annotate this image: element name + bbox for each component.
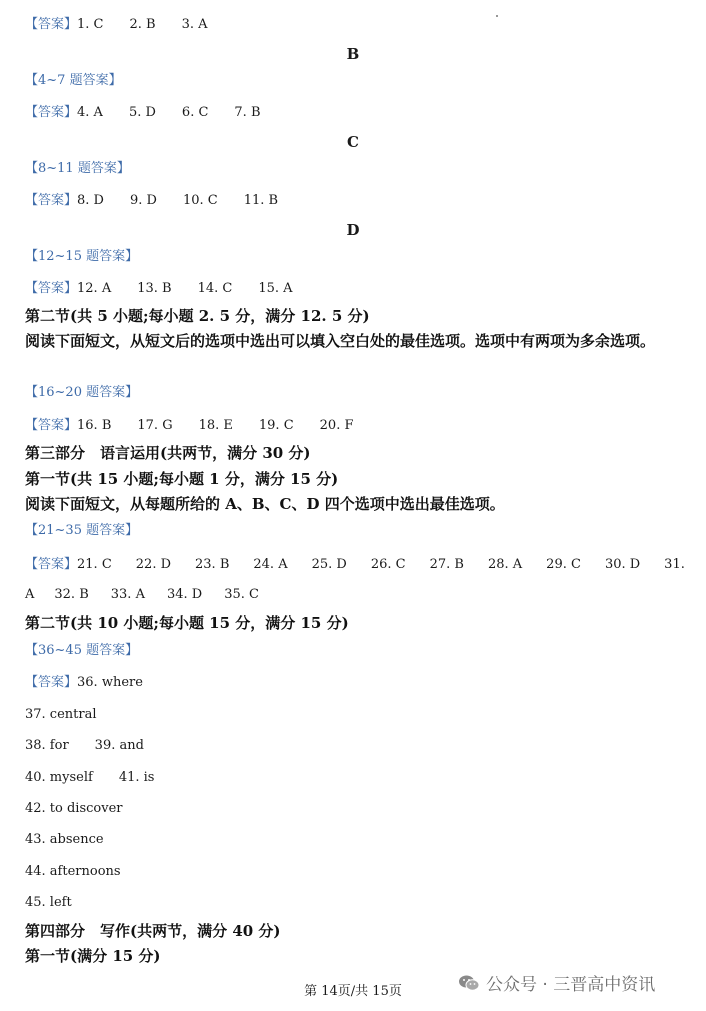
answer-tag: 【答案】 bbox=[25, 193, 78, 208]
answer-item: 17. G bbox=[137, 418, 173, 433]
answer-item: 3. A bbox=[181, 17, 208, 32]
answer-tag: 【答案】 bbox=[25, 17, 78, 32]
answer-tag: 【答案】 bbox=[25, 281, 78, 296]
answer-row-1-3 bbox=[25, 16, 208, 34]
answer-item: 33. A bbox=[110, 587, 145, 602]
answer-item: 41. is bbox=[118, 770, 155, 785]
answer-item: A bbox=[25, 587, 35, 602]
instruction-paragraph: 阅读下面短文，从每题所给的 A、B、C、D 四个选项中选出最佳选项。 bbox=[25, 495, 505, 513]
section-heading: 第一节(共 15 小题;每小题 1 分，满分 15 分) bbox=[25, 470, 339, 488]
answer-row-36 bbox=[25, 674, 143, 692]
section-heading: 第一节(满分 15 分) bbox=[25, 947, 161, 965]
answer-item: 25. D bbox=[311, 557, 347, 572]
section-letter-d: D bbox=[346, 221, 360, 239]
answer-item: 39. and bbox=[94, 738, 144, 753]
section-heading: 第二节(共 10 小题;每小题 15 分，满分 15 分) bbox=[25, 614, 349, 632]
answer-item: 24. A bbox=[253, 557, 288, 572]
answer-item: 31. bbox=[664, 557, 685, 572]
answer-item: 19. C bbox=[258, 418, 294, 433]
section-letter-c: C bbox=[347, 133, 359, 151]
answer-row-31-35 bbox=[25, 586, 259, 604]
wechat-icon bbox=[458, 974, 480, 992]
answer-item: 2. B bbox=[129, 17, 156, 32]
stray-dot bbox=[496, 15, 498, 17]
question-range-4-7: 【4~7 题答案】 bbox=[25, 73, 122, 88]
question-range-21-35: 【21~35 题答案】 bbox=[25, 523, 139, 538]
answer-item: 6. C bbox=[181, 105, 209, 120]
answer-item: 7. B bbox=[234, 105, 261, 120]
answer-item: 5. D bbox=[128, 105, 156, 120]
answer-row-16-20 bbox=[25, 417, 353, 435]
answer-item: 1. C bbox=[77, 17, 104, 32]
question-range-12-15: 【12~15 题答案】 bbox=[25, 249, 139, 264]
answer-item: 27. B bbox=[429, 557, 464, 572]
answer-item: 26. C bbox=[370, 557, 406, 572]
answer-item: 18. E bbox=[198, 418, 233, 433]
answer-item: 10. C bbox=[182, 193, 218, 208]
answer-tag: 【答案】 bbox=[25, 675, 78, 690]
answer-line bbox=[25, 769, 154, 787]
answer-item: 40. myself bbox=[25, 770, 93, 785]
section-heading: 第二节(共 5 小题;每小题 2. 5 分，满分 12. 5 分) bbox=[25, 307, 370, 325]
instruction-paragraph: 阅读下面短文，从短文后的选项中选出可以填入空白处的最佳选项。选项中有两项为多余选项。 bbox=[25, 332, 656, 350]
answer-line: 44. afternoons bbox=[25, 864, 121, 879]
answer-line: 37. central bbox=[25, 707, 97, 722]
answer-tag: 【答案】 bbox=[25, 557, 78, 572]
answer-tag: 【答案】 bbox=[25, 418, 78, 433]
answer-item: 38. for bbox=[25, 738, 69, 753]
question-range-36-45: 【36~45 题答案】 bbox=[25, 643, 139, 658]
answer-line: 42. to discover bbox=[25, 801, 123, 816]
answer-row-4-7 bbox=[25, 104, 261, 122]
answer-item: 23. B bbox=[195, 557, 230, 572]
answer-item: 4. A bbox=[77, 105, 103, 120]
answer-line: 43. absence bbox=[25, 832, 104, 847]
answer-row-21-31 bbox=[25, 556, 685, 574]
answer-item: 16. B bbox=[77, 418, 112, 433]
question-range-8-11: 【8~11 题答案】 bbox=[25, 161, 130, 176]
section-letter-b: B bbox=[346, 45, 360, 63]
watermark-text: 公众号 · 三晋高中资讯 bbox=[486, 975, 656, 995]
answer-item: 36. where bbox=[77, 675, 143, 690]
answer-item: 35. C bbox=[224, 587, 259, 602]
answer-row-12-15 bbox=[25, 280, 293, 298]
answer-item: 22. D bbox=[135, 557, 172, 572]
answer-item: 15. A bbox=[258, 281, 293, 296]
answer-line bbox=[25, 737, 144, 755]
page-footer: 第 14页/共 15页 bbox=[304, 984, 402, 999]
answer-item: 29. C bbox=[546, 557, 581, 572]
question-range-16-20: 【16~20 题答案】 bbox=[25, 385, 139, 400]
answer-item: 8. D bbox=[77, 193, 104, 208]
answer-item: 12. A bbox=[77, 281, 112, 296]
part-heading: 第三部分 语言运用(共两节，满分 30 分) bbox=[25, 444, 311, 462]
part-heading: 第四部分 写作(共两节，满分 40 分) bbox=[25, 922, 281, 940]
answer-item: 32. B bbox=[54, 587, 89, 602]
answer-item: 14. C bbox=[197, 281, 233, 296]
answer-item: 28. A bbox=[487, 557, 523, 572]
answer-item: 11. B bbox=[243, 193, 279, 208]
answer-item: 13. B bbox=[137, 281, 172, 296]
answer-item: 34. D bbox=[166, 587, 203, 602]
answer-line: 45. left bbox=[25, 895, 72, 910]
answer-item: 20. F bbox=[319, 418, 354, 433]
answer-item: 30. D bbox=[604, 557, 641, 572]
answer-item: 21. C bbox=[77, 557, 112, 572]
answer-tag: 【答案】 bbox=[25, 105, 78, 120]
watermark bbox=[458, 970, 655, 995]
answer-row-8-11 bbox=[25, 192, 278, 210]
answer-item: 9. D bbox=[129, 193, 157, 208]
